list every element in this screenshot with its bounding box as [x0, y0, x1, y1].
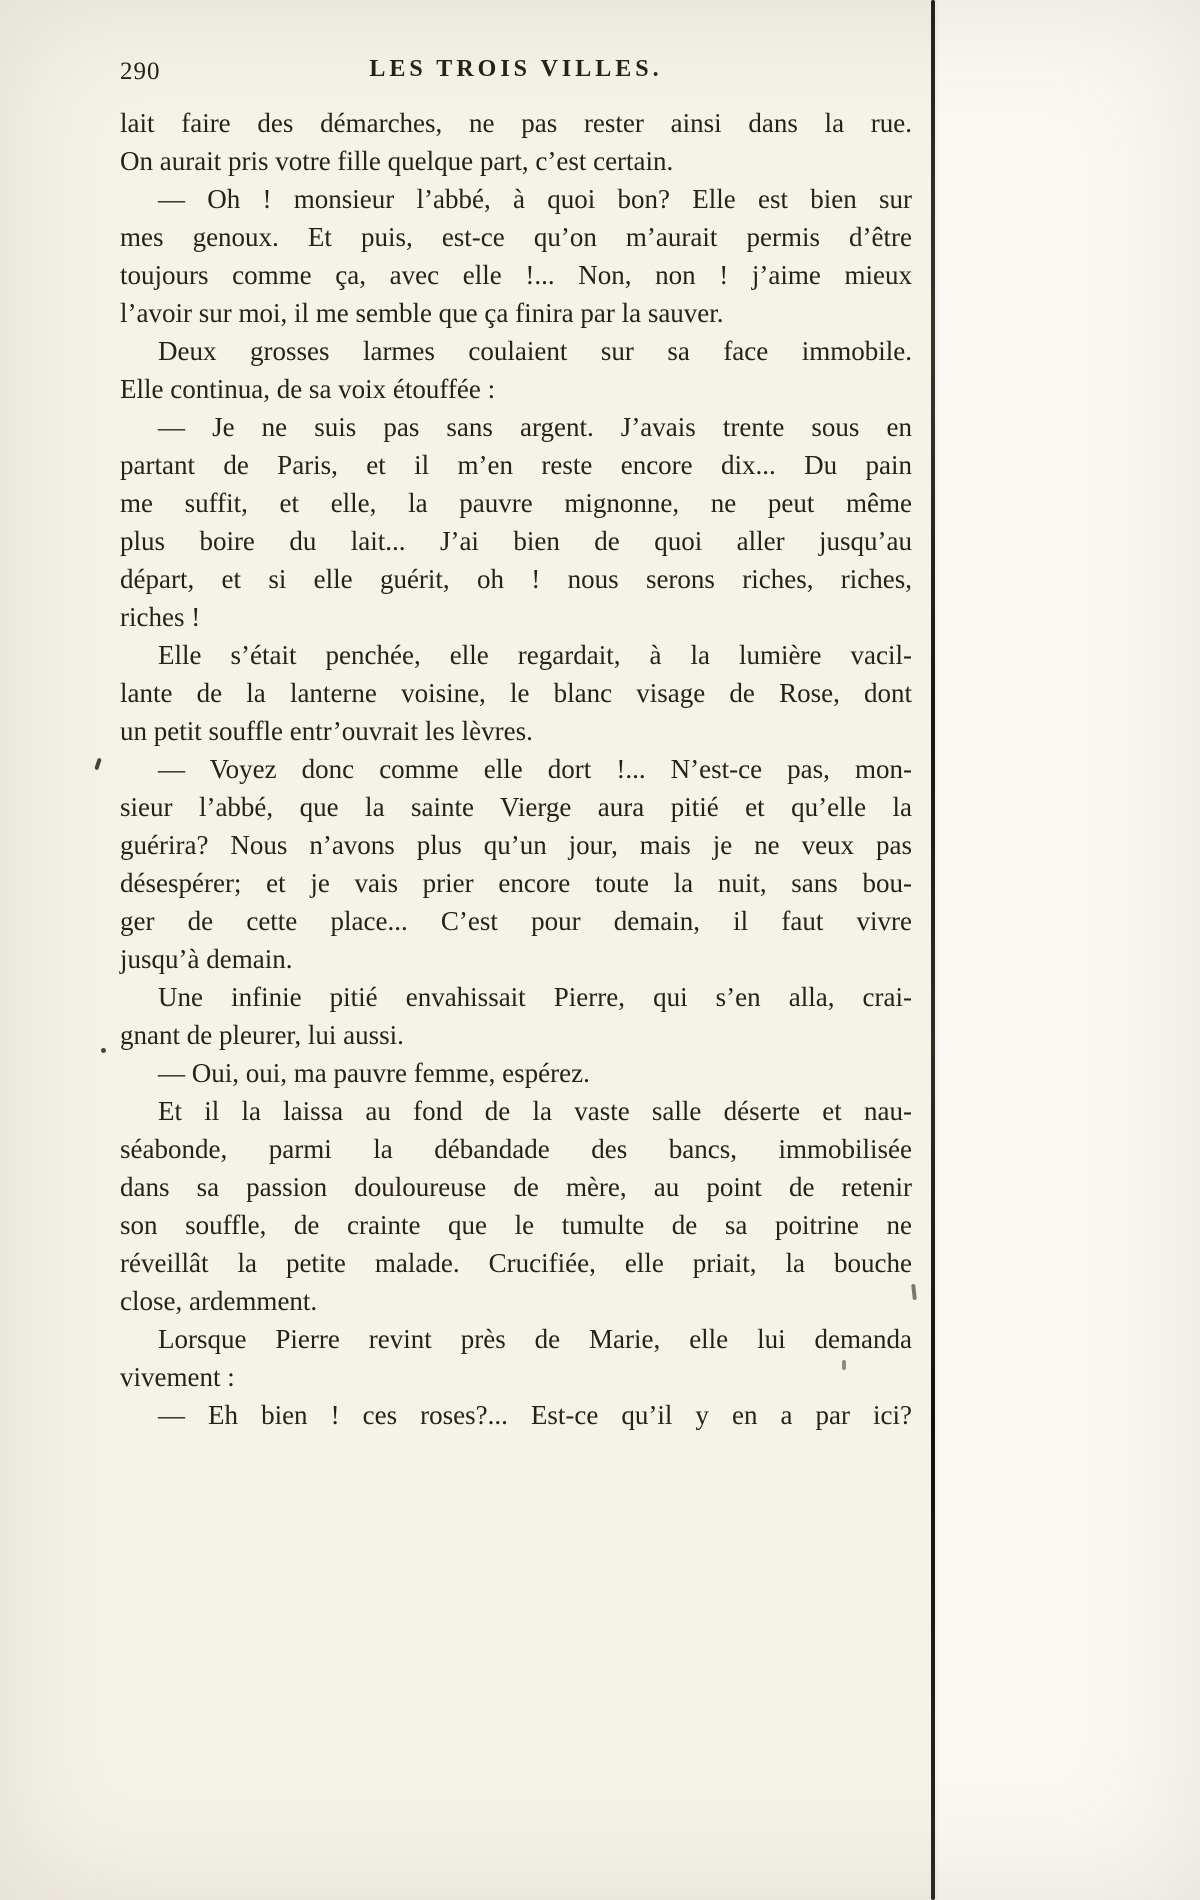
text-line: ger de cette place... C’est pour demain, il faut vivre: [120, 906, 912, 936]
paragraph: [120, 1320, 912, 1396]
paragraph: [120, 636, 912, 750]
paragraph: [120, 978, 912, 1054]
text-line: son souffle, de crainte que le tumulte de sa poitrine ne: [120, 1210, 912, 1240]
text-block: [120, 104, 912, 1434]
scan-artifact: [911, 1284, 917, 1300]
text-line: l’avoir sur moi, il me semble que ça finira par la sauver.: [120, 298, 724, 328]
text-line: close, ardemment.: [120, 1286, 318, 1316]
text-line: partant de Paris, et il m’en reste encore dix... Du pain: [120, 450, 912, 480]
text-line: Deux grosses larmes coulaient sur sa face immobile.: [158, 336, 912, 366]
text-line: départ, et si elle guérit, oh ! nous serons riches, riches,: [120, 564, 912, 594]
text-line: Elle s’était penchée, elle regardait, à la lumière vacil-: [158, 640, 912, 670]
text-line: — Voyez donc comme elle dort !... N’est-ce pas, mon-: [158, 754, 912, 784]
paragraph: [120, 408, 912, 636]
text-line: jusqu’à demain.: [120, 944, 293, 974]
text-line: gnant de pleurer, lui aussi.: [120, 1020, 404, 1050]
text-line: séabonde, parmi la débandade des bancs, immobilisée: [120, 1134, 912, 1164]
page-gutter-line: [931, 0, 935, 1900]
text-line: toujours comme ça, avec elle !... Non, non ! j’aime mieux: [120, 260, 912, 290]
text-line: plus boire du lait... J’ai bien de quoi aller jusqu’au: [120, 526, 912, 556]
text-line: — Eh bien ! ces roses?... Est-ce qu’il y en a par ici?: [158, 1400, 912, 1430]
text-line: me suffit, et elle, la pauvre mignonne, ne peut même: [120, 488, 912, 518]
running-title: LES TROIS VILLES.: [369, 56, 663, 82]
text-line: — Oh ! monsieur l’abbé, à quoi bon? Elle est bien sur: [158, 184, 912, 214]
page-header: [120, 52, 912, 92]
text-line: mes genoux. Et puis, est-ce qu’on m’aurait permis d’être: [120, 222, 912, 252]
text-line: lante de la lanterne voisine, le blanc visage de Rose, dont: [120, 678, 912, 708]
text-line: Une infinie pitié envahissait Pierre, qui s’en alla, crai-: [158, 982, 912, 1012]
text-line: — Je ne suis pas sans argent. J’avais trente sous en: [158, 412, 912, 442]
text-line: vivement :: [120, 1362, 235, 1392]
text-line: dans sa passion douloureuse de mère, au point de retenir: [120, 1172, 912, 1202]
scan-artifact: [842, 1360, 846, 1370]
paragraph: [120, 750, 912, 978]
page-number: 290: [120, 58, 161, 85]
paragraph: [120, 180, 912, 332]
text-line: Elle continua, de sa voix étouffée :: [120, 374, 496, 404]
text-line: réveillât la petite malade. Crucifiée, elle priait, la bouche: [120, 1248, 912, 1278]
page-edge-paper: [938, 0, 1200, 1900]
paragraph: [120, 332, 912, 408]
scan-artifact: [94, 758, 102, 771]
text-line: On aurait pris votre fille quelque part, c’est certain.: [120, 146, 674, 176]
text-line: sieur l’abbé, que la sainte Vierge aura pitié et qu’elle la: [120, 792, 912, 822]
scan-artifact: [101, 1048, 106, 1053]
text-line: désespérer; et je vais prier encore toute la nuit, sans bou-: [120, 868, 912, 898]
text-line: lait faire des démarches, ne pas rester ainsi dans la rue.: [120, 108, 912, 138]
paragraph: [120, 104, 912, 180]
text-line: — Oui, oui, ma pauvre femme, espérez.: [158, 1058, 590, 1088]
text-line: Et il la laissa au fond de la vaste salle déserte et nau-: [158, 1096, 912, 1126]
text-line: riches !: [120, 602, 201, 632]
paragraph: [120, 1396, 912, 1434]
paragraph: [120, 1054, 912, 1092]
text-line: guérira? Nous n’avons plus qu’un jour, mais je ne veux pas: [120, 830, 912, 860]
text-line: Lorsque Pierre revint près de Marie, elle lui demanda: [158, 1324, 912, 1354]
text-line: un petit souffle entr’ouvrait les lèvres.: [120, 716, 533, 746]
paragraph: [120, 1092, 912, 1320]
